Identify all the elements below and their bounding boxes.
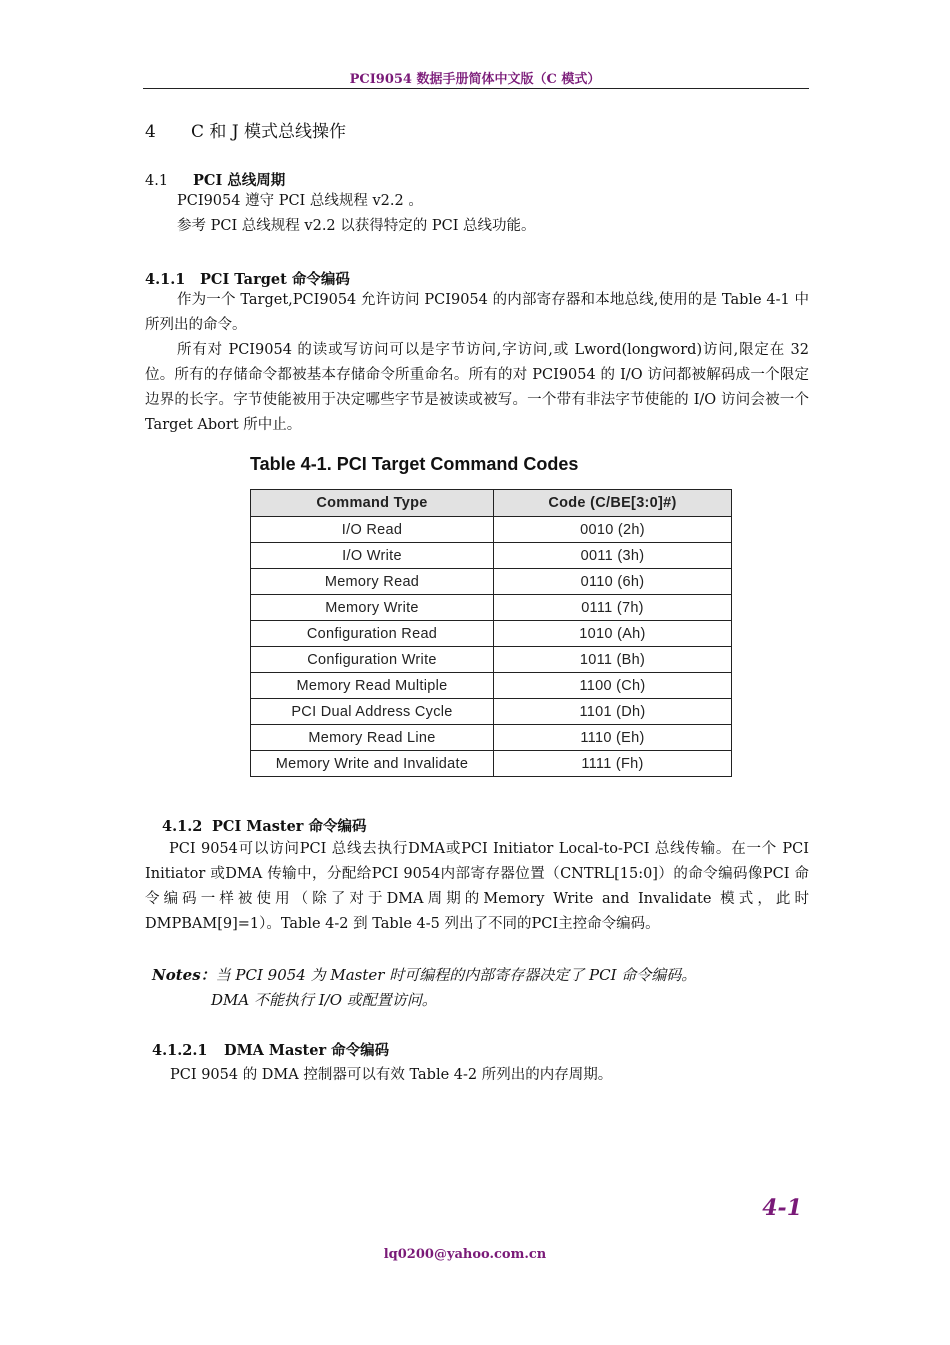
table-cell: 0110 (6h) <box>494 569 732 595</box>
section-number: 4 <box>145 122 156 142</box>
table-cell: 0011 (3h) <box>494 543 732 569</box>
column-header: Code (C/BE[3:0]#) <box>494 490 732 517</box>
table-cell: 0010 (2h) <box>494 517 732 543</box>
table-row <box>251 751 732 777</box>
paragraph: PCI 9054可以访问PCI 总线去执行DMA或PCI Initiator Local-to-PCI 总线传输。在一个 PCI Initiator 或DMA 传输中，分配给PCI 9054内部寄存器位置（CNTRL[15:0]）的命令编码像PCI 命令编码一样被使用（除了对于DMA周期的Memory Write and Invalidate 模式，此时 DMPBAM[9]=1）。Table 4-2 到 Table 4-5 列出了不同的PCI主控命令编码。 <box>145 841 809 932</box>
table-cell: 1010 (Ah) <box>494 621 732 647</box>
paragraph: 作为一个 Target,PCI9054 允许访问 PCI9054 的内部寄存器和本地总线,使用的是 Table 4-1 中所列出的命令。 <box>145 292 809 333</box>
section-number: 4.1 <box>145 173 169 189</box>
column-header: Command Type <box>251 490 494 517</box>
table-row <box>251 595 732 621</box>
table-cell: 0111 (7h) <box>494 595 732 621</box>
section-4-1-2-heading <box>162 815 367 836</box>
paragraph: 所有对 PCI9054 的读或写访问可以是字节访问,字访问,或 Lword(longword)访问,限定在 32 位。所有的存储命令都被基本存储命令所重命名。所有的对 PCI9054 的 I/O 访问都被解码成一个限定边界的长字。字节使能被用于决定哪些字节是被读或被写。一个带有非法字节使能的 I/O 访问会被一个 Target Abort 所中止。 <box>145 342 809 433</box>
paragraph: PCI 9054 的 DMA 控制器可以有效 Table 4-2 所列出的内存周期。 <box>170 1067 613 1083</box>
section-4-1-heading <box>145 169 285 190</box>
section-title: PCI 总线周期 <box>193 172 286 189</box>
table-caption: Table 4-1. PCI Target Command Codes <box>250 454 579 474</box>
table-cell: Memory Read <box>251 569 494 595</box>
table-row <box>251 543 732 569</box>
table-row <box>251 725 732 751</box>
paragraph: 参考 PCI 总线规程 v2.2 以获得特定的 PCI 总线功能。 <box>177 218 536 234</box>
notes-label: Notes： <box>152 966 216 984</box>
table-cell: Memory Write <box>251 595 494 621</box>
table-row <box>251 621 732 647</box>
table-row <box>251 517 732 543</box>
section-number: 4.1.2.1 <box>152 1042 208 1059</box>
table-cell: Memory Write and Invalidate <box>251 751 494 777</box>
section-title: PCI Target 命令编码 <box>200 271 350 288</box>
page-number: 4-1 <box>762 1195 802 1221</box>
table-cell: Configuration Write <box>251 647 494 673</box>
table-cell: 1100 (Ch) <box>494 673 732 699</box>
section-title: PCI Master 命令编码 <box>212 818 367 835</box>
header-divider <box>143 88 809 89</box>
table-cell: 1110 (Eh) <box>494 725 732 751</box>
section-4-1-1-heading <box>145 268 350 289</box>
table-row <box>251 569 732 595</box>
note-line: DMA 不能执行 I/O 或配置访问。 <box>211 991 437 1009</box>
table-row <box>251 647 732 673</box>
table-row <box>251 699 732 725</box>
command-codes-table <box>250 489 732 777</box>
footer-email: lq0200@yahoo.com.cn <box>383 1247 547 1262</box>
table-header-row <box>251 490 732 517</box>
table-cell: Memory Read Multiple <box>251 673 494 699</box>
table-cell: Memory Read Line <box>251 725 494 751</box>
section-title: C 和 J 模式总线操作 <box>191 122 347 142</box>
table-row <box>251 673 732 699</box>
table-cell: 1011 (Bh) <box>494 647 732 673</box>
running-header: PCI9054 数据手册简体中文版（C 模式） <box>349 72 601 87</box>
table-cell: 1101 (Dh) <box>494 699 732 725</box>
table-cell: PCI Dual Address Cycle <box>251 699 494 725</box>
section-4-1-2-1-heading <box>152 1039 389 1060</box>
table-cell: 1111 (Fh) <box>494 751 732 777</box>
table-cell: I/O Read <box>251 517 494 543</box>
section-4-heading <box>145 117 346 142</box>
note-line: 当 PCI 9054 为 Master 时可编程的内部寄存器决定了 PCI 命令编码。 <box>215 966 697 984</box>
table-cell: Configuration Read <box>251 621 494 647</box>
table-cell: I/O Write <box>251 543 494 569</box>
section-number: 4.1.2 <box>162 818 203 835</box>
section-title: DMA Master 命令编码 <box>224 1042 390 1059</box>
section-number: 4.1.1 <box>145 271 186 288</box>
notes-block <box>152 963 696 1013</box>
paragraph: PCI9054 遵守 PCI 总线规程 v2.2 。 <box>177 193 423 209</box>
